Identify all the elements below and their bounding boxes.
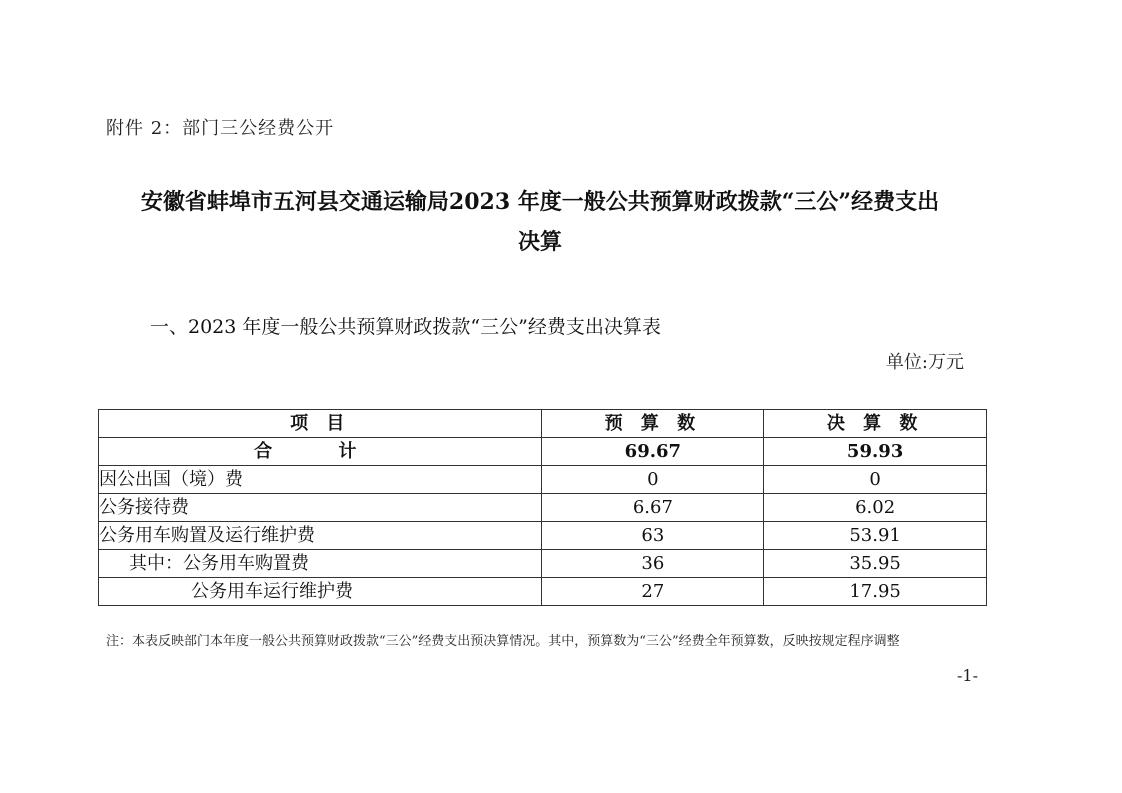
document-title-line2: 决算 <box>517 229 562 255</box>
document-title-line1: 安徽省蚌埠市五河县交通运输局2023 年度一般公共预算财政拨款“三公”经费支出 <box>140 189 940 215</box>
total-label: 合 计 <box>99 438 542 466</box>
row-actual: 35.95 <box>764 550 987 578</box>
row-budget: 36 <box>542 550 764 578</box>
row-label: 其中：公务用车购置费 <box>99 550 542 578</box>
row-actual: 0 <box>764 466 987 494</box>
row-budget: 0 <box>542 466 764 494</box>
section-heading: 一、2023 年度一般公共预算财政拨款“三公”经费支出决算表 <box>150 316 661 338</box>
table-total-row <box>99 438 987 466</box>
table-header-row <box>99 410 987 438</box>
total-actual: 59.93 <box>764 438 987 466</box>
total-budget: 69.67 <box>542 438 764 466</box>
page-number: -1- <box>957 666 978 685</box>
table-note: 注：本表反映部门本年度一般公共预算财政拨款“三公”经费支出预决算情况。其中，预算数为“三公”经费全年预算数，反映按规定程序调整 <box>106 634 900 649</box>
row-label: 因公出国（境）费 <box>99 466 542 494</box>
row-label: 公务用车运行维护费 <box>99 578 542 606</box>
row-budget: 27 <box>542 578 764 606</box>
budget-table <box>98 409 987 606</box>
table-row <box>99 466 987 494</box>
table-row <box>99 522 987 550</box>
row-budget: 63 <box>542 522 764 550</box>
row-actual: 53.91 <box>764 522 987 550</box>
row-actual: 6.02 <box>764 494 987 522</box>
header-item: 项 目 <box>99 410 542 438</box>
header-budget: 预 算 数 <box>542 410 764 438</box>
row-budget: 6.67 <box>542 494 764 522</box>
table-row <box>99 494 987 522</box>
header-actual: 决 算 数 <box>764 410 987 438</box>
row-actual: 17.95 <box>764 578 987 606</box>
table-row <box>99 550 987 578</box>
unit-label: 单位:万元 <box>885 352 964 373</box>
table-row <box>99 578 987 606</box>
row-label: 公务接待费 <box>99 494 542 522</box>
row-label: 公务用车购置及运行维护费 <box>99 522 542 550</box>
attachment-label: 附件 2：部门三公经费公开 <box>106 118 335 139</box>
